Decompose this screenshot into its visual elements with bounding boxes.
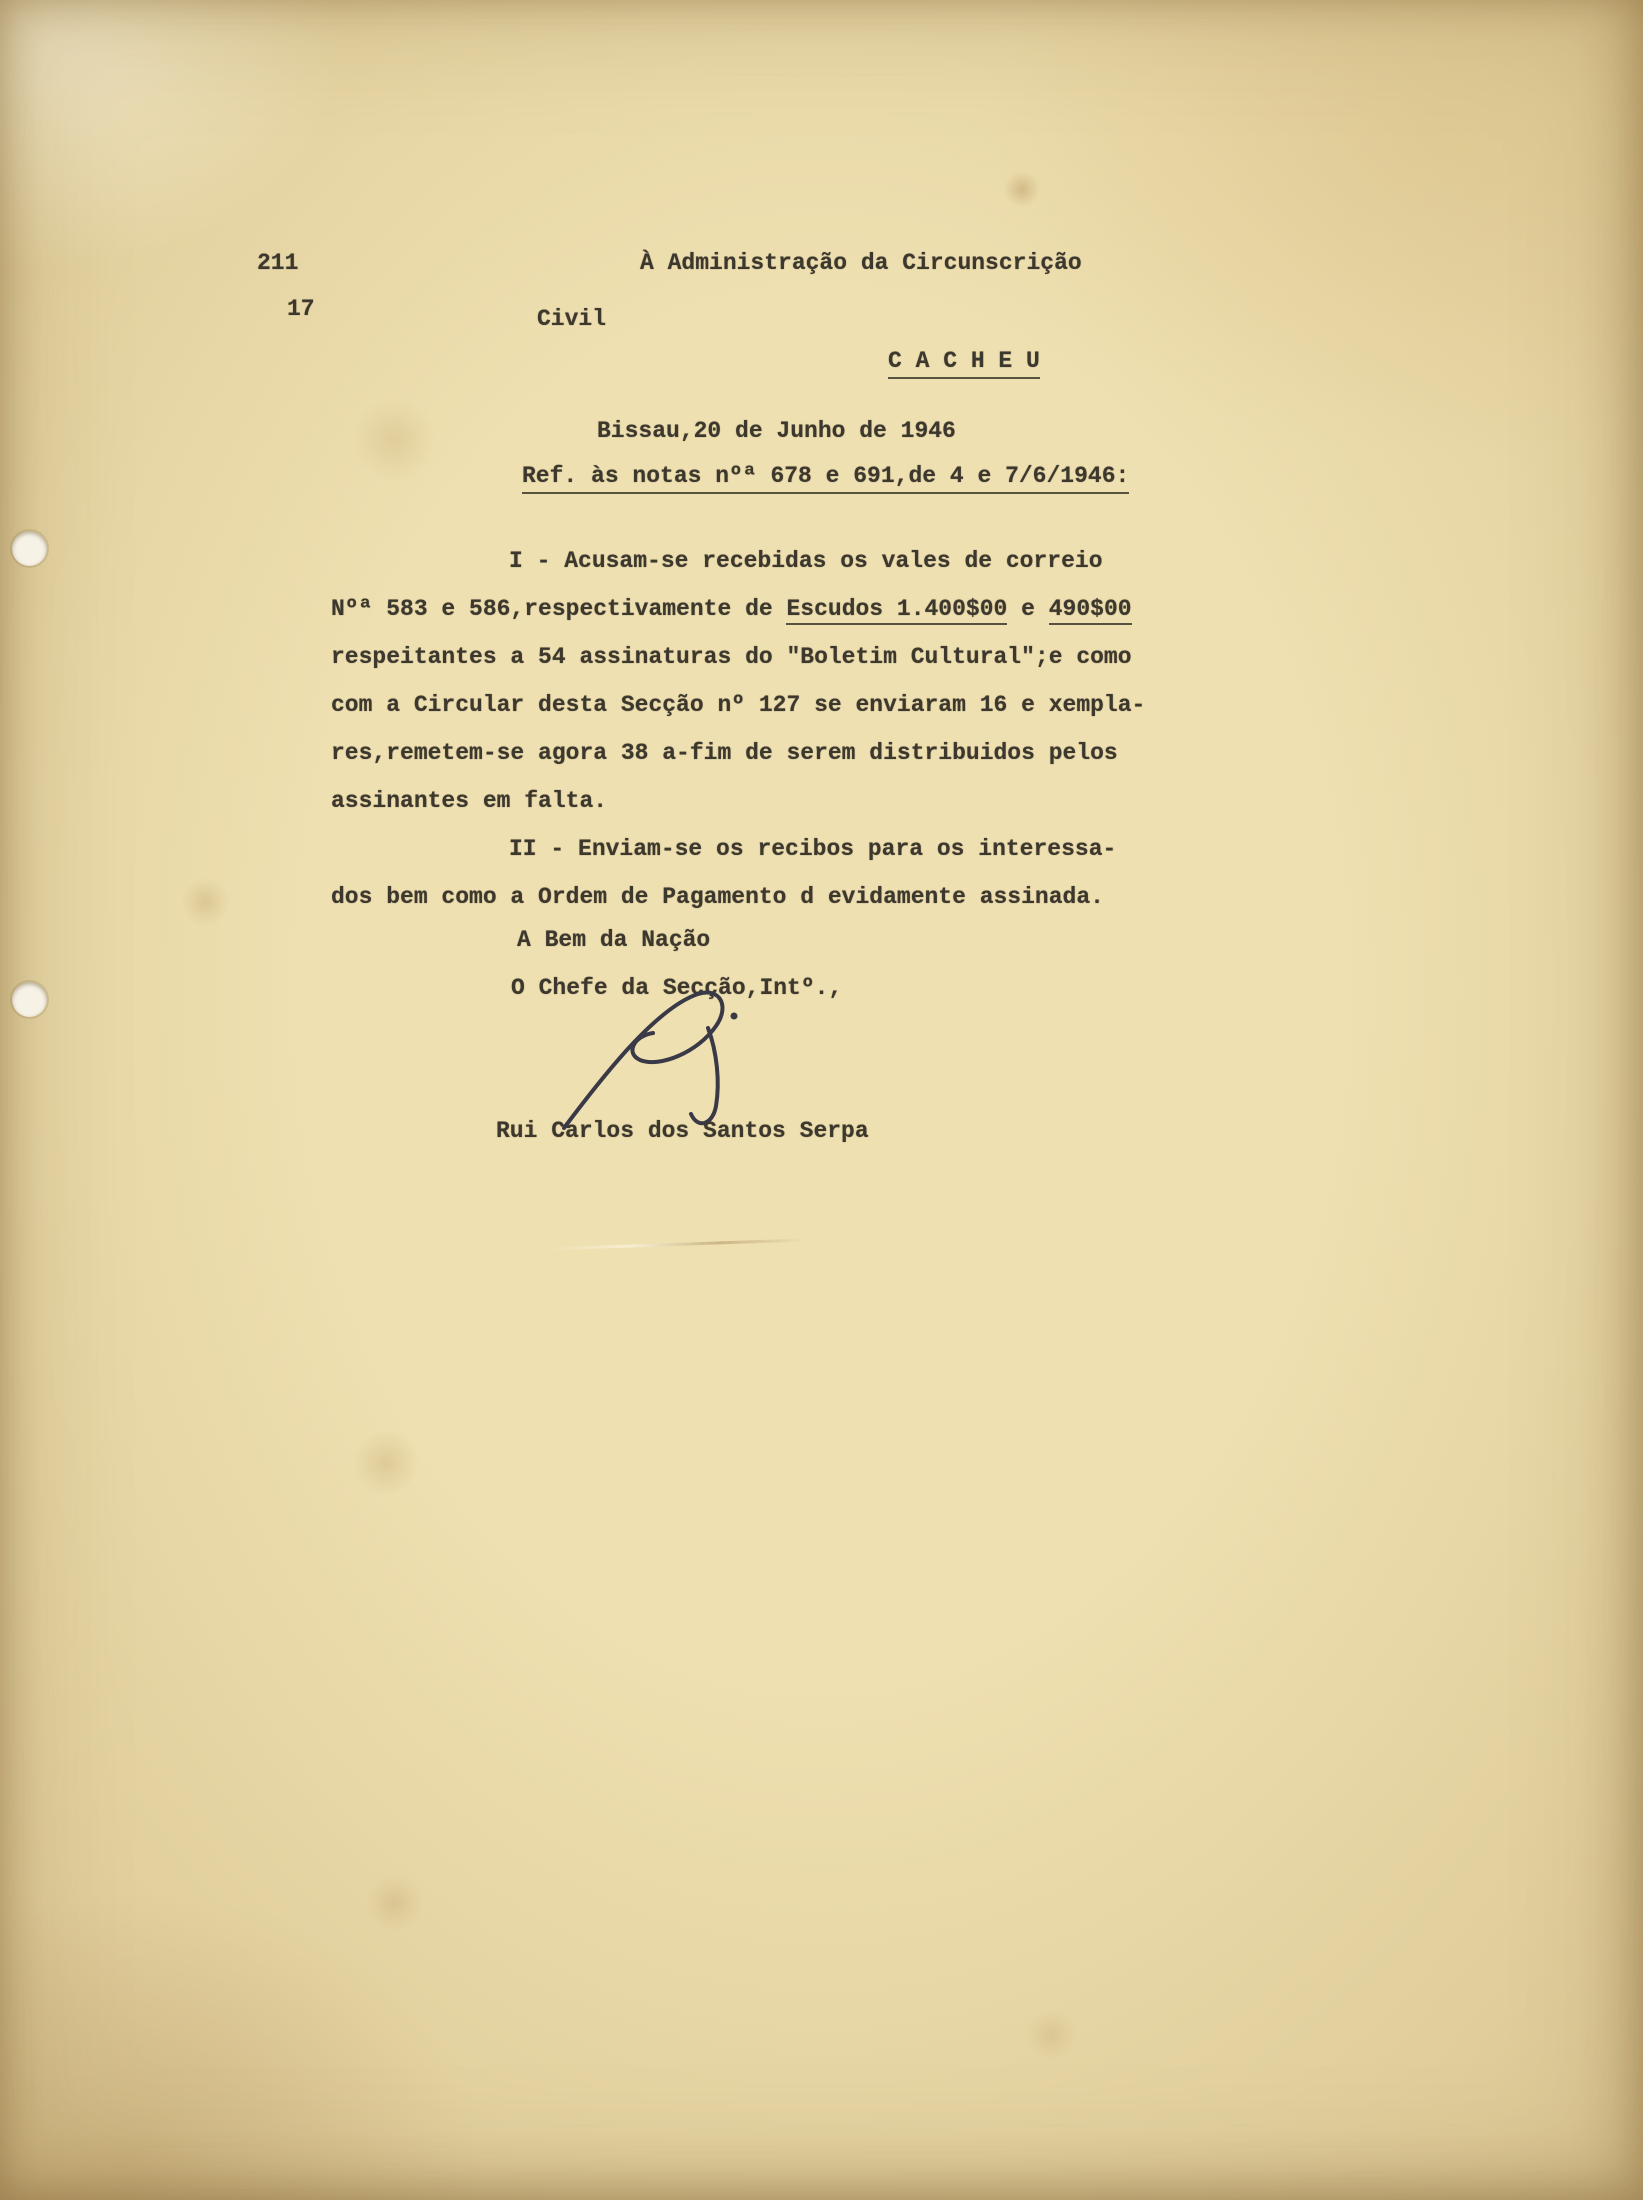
secondary-number: 17 xyxy=(287,296,315,322)
para1-line1: I - Acusam-se recebidas os vales de correio xyxy=(509,548,1103,574)
reference-line: Ref. às notas nºª 678 e 691,de 4 e 7/6/1946: xyxy=(522,463,1129,494)
closing-motto: A Bem da Nação xyxy=(517,927,711,953)
paper-crease xyxy=(545,1238,805,1250)
para2-line2: dos bem como a Ordem de Pagamento d evidamente assinada. xyxy=(331,884,1104,910)
para1-line4: com a Circular desta Secção nº 127 se enviaram 16 e xempla- xyxy=(331,692,1146,718)
place-heading: C A C H E U xyxy=(888,348,1040,379)
para1-line2 xyxy=(331,596,1132,622)
para1-line2-mid: e xyxy=(1007,596,1049,622)
date-line: Bissau,20 de Junho de 1946 xyxy=(597,418,956,444)
amount-underlined-1: Escudos 1.400$00 xyxy=(786,596,1007,625)
punch-hole-bottom xyxy=(12,982,47,1017)
addressee-line-2: Civil xyxy=(537,306,607,332)
para2-line1: II - Enviam-se os recibos para os interessa- xyxy=(509,836,1117,862)
para1-line2-pre: Nºª 583 e 586,respectivamente de xyxy=(331,596,787,622)
amount-underlined-2: 490$00 xyxy=(1049,596,1132,625)
closing-role: O Chefe da Secção,Intº., xyxy=(511,975,843,1001)
para1-line6: assinantes em falta. xyxy=(331,788,608,814)
signer-name: Rui Carlos dos Santos Serpa xyxy=(496,1118,869,1144)
punch-hole-top xyxy=(12,531,47,566)
para1-line3: respeitantes a 54 assinaturas do "Boletim Cultural";e como xyxy=(331,644,1132,670)
folio-number: 211 xyxy=(257,250,299,276)
addressee-line-1: À Administração da Circunscrição xyxy=(640,250,1082,276)
para1-line5: res,remetem-se agora 38 a-fim de serem distribuidos pelos xyxy=(331,740,1118,766)
